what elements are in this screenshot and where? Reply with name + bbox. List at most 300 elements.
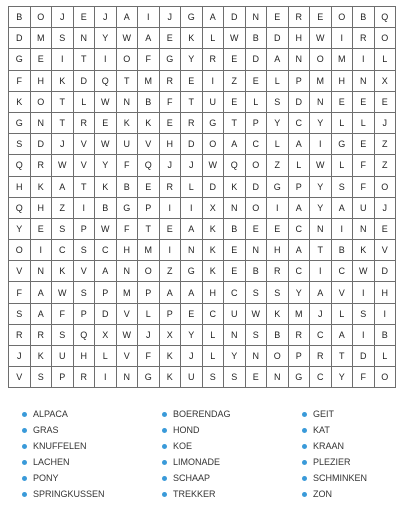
grid-cell[interactable]: F <box>52 303 74 324</box>
grid-cell[interactable]: D <box>73 70 95 91</box>
grid-cell[interactable]: K <box>52 70 74 91</box>
grid-cell[interactable]: B <box>331 240 353 261</box>
grid-cell[interactable]: T <box>116 70 138 91</box>
grid-cell[interactable]: R <box>202 49 224 70</box>
grid-cell[interactable]: I <box>310 134 332 155</box>
grid-cell[interactable]: B <box>116 176 138 197</box>
grid-cell[interactable]: A <box>52 176 74 197</box>
grid-cell[interactable]: K <box>30 346 52 367</box>
grid-cell[interactable]: V <box>73 134 95 155</box>
grid-cell[interactable]: D <box>224 7 246 28</box>
grid-cell[interactable]: Q <box>138 155 160 176</box>
grid-cell[interactable]: G <box>181 7 203 28</box>
grid-cell[interactable]: M <box>30 28 52 49</box>
grid-cell[interactable]: S <box>245 324 267 345</box>
grid-cell[interactable]: P <box>245 112 267 133</box>
grid-cell[interactable]: E <box>181 303 203 324</box>
grid-cell[interactable]: A <box>159 282 181 303</box>
grid-cell[interactable]: L <box>138 303 160 324</box>
grid-cell[interactable]: E <box>353 134 375 155</box>
grid-cell[interactable]: U <box>116 134 138 155</box>
grid-cell[interactable]: K <box>116 112 138 133</box>
grid-cell[interactable]: E <box>224 49 246 70</box>
grid-cell[interactable]: O <box>245 155 267 176</box>
grid-cell[interactable]: E <box>30 49 52 70</box>
grid-cell[interactable]: V <box>116 303 138 324</box>
grid-cell[interactable]: O <box>30 91 52 112</box>
grid-cell[interactable]: C <box>52 240 74 261</box>
grid-cell[interactable]: R <box>288 324 310 345</box>
grid-cell[interactable]: X <box>95 324 117 345</box>
grid-cell[interactable]: R <box>159 176 181 197</box>
grid-cell[interactable]: W <box>116 28 138 49</box>
grid-cell[interactable]: W <box>95 134 117 155</box>
grid-cell[interactable]: P <box>288 176 310 197</box>
grid-cell[interactable]: K <box>52 261 74 282</box>
grid-cell[interactable]: R <box>267 261 289 282</box>
grid-cell[interactable]: R <box>73 367 95 388</box>
grid-cell[interactable]: D <box>202 176 224 197</box>
grid-cell[interactable]: N <box>267 367 289 388</box>
grid-cell[interactable]: O <box>331 7 353 28</box>
grid-cell[interactable]: Y <box>95 155 117 176</box>
grid-cell[interactable]: M <box>331 49 353 70</box>
grid-cell[interactable]: S <box>331 176 353 197</box>
grid-cell[interactable]: P <box>288 70 310 91</box>
grid-cell[interactable]: F <box>138 346 160 367</box>
grid-cell[interactable]: M <box>138 70 160 91</box>
grid-cell[interactable]: R <box>30 155 52 176</box>
grid-cell[interactable]: I <box>30 240 52 261</box>
grid-cell[interactable]: Y <box>181 49 203 70</box>
grid-cell[interactable]: I <box>73 197 95 218</box>
grid-cell[interactable]: V <box>9 367 31 388</box>
grid-cell[interactable]: T <box>52 112 74 133</box>
grid-cell[interactable]: B <box>267 324 289 345</box>
grid-cell[interactable]: V <box>9 261 31 282</box>
grid-cell[interactable]: I <box>159 197 181 218</box>
grid-cell[interactable]: E <box>374 91 396 112</box>
grid-cell[interactable]: F <box>116 218 138 239</box>
grid-cell[interactable]: M <box>288 303 310 324</box>
grid-cell[interactable]: K <box>30 176 52 197</box>
grid-cell[interactable]: W <box>353 261 375 282</box>
grid-cell[interactable]: W <box>224 28 246 49</box>
grid-cell[interactable]: I <box>181 197 203 218</box>
grid-cell[interactable]: K <box>159 346 181 367</box>
grid-cell[interactable]: S <box>52 218 74 239</box>
grid-cell[interactable]: D <box>245 49 267 70</box>
grid-cell[interactable]: H <box>116 240 138 261</box>
grid-cell[interactable]: K <box>95 176 117 197</box>
grid-cell[interactable]: W <box>116 324 138 345</box>
grid-cell[interactable]: L <box>331 303 353 324</box>
grid-cell[interactable]: H <box>288 28 310 49</box>
grid-cell[interactable]: G <box>181 261 203 282</box>
grid-cell[interactable]: K <box>202 218 224 239</box>
grid-cell[interactable]: Q <box>224 155 246 176</box>
grid-cell[interactable]: I <box>374 303 396 324</box>
grid-cell[interactable]: T <box>331 346 353 367</box>
grid-cell[interactable]: D <box>267 28 289 49</box>
grid-cell[interactable]: L <box>288 155 310 176</box>
grid-cell[interactable]: S <box>9 303 31 324</box>
grid-cell[interactable]: A <box>116 7 138 28</box>
grid-cell[interactable]: A <box>331 324 353 345</box>
grid-cell[interactable]: H <box>374 282 396 303</box>
grid-cell[interactable]: L <box>374 346 396 367</box>
grid-cell[interactable]: C <box>95 240 117 261</box>
grid-cell[interactable]: O <box>310 49 332 70</box>
grid-cell[interactable]: Y <box>267 112 289 133</box>
grid-cell[interactable]: G <box>9 112 31 133</box>
grid-cell[interactable]: J <box>9 346 31 367</box>
grid-cell[interactable]: F <box>159 91 181 112</box>
grid-cell[interactable]: O <box>267 346 289 367</box>
grid-cell[interactable]: Y <box>310 176 332 197</box>
grid-cell[interactable]: S <box>30 367 52 388</box>
grid-cell[interactable]: Y <box>331 367 353 388</box>
grid-cell[interactable]: F <box>353 367 375 388</box>
grid-cell[interactable]: V <box>138 134 160 155</box>
grid-cell[interactable]: Q <box>73 324 95 345</box>
grid-cell[interactable]: S <box>224 367 246 388</box>
grid-cell[interactable]: H <box>73 346 95 367</box>
grid-cell[interactable]: I <box>202 70 224 91</box>
grid-cell[interactable]: S <box>245 282 267 303</box>
grid-cell[interactable]: N <box>181 240 203 261</box>
grid-cell[interactable]: E <box>224 261 246 282</box>
grid-cell[interactable]: Z <box>159 261 181 282</box>
grid-cell[interactable]: N <box>310 91 332 112</box>
grid-cell[interactable]: U <box>224 303 246 324</box>
grid-cell[interactable]: D <box>181 134 203 155</box>
grid-cell[interactable]: L <box>95 346 117 367</box>
grid-cell[interactable]: X <box>374 70 396 91</box>
grid-cell[interactable]: V <box>331 282 353 303</box>
grid-cell[interactable]: A <box>202 7 224 28</box>
grid-cell[interactable]: E <box>159 28 181 49</box>
grid-cell[interactable]: K <box>267 303 289 324</box>
grid-cell[interactable]: J <box>374 197 396 218</box>
grid-cell[interactable]: N <box>116 261 138 282</box>
grid-cell[interactable]: Y <box>181 324 203 345</box>
grid-cell[interactable]: P <box>73 218 95 239</box>
grid-cell[interactable]: W <box>310 28 332 49</box>
grid-cell[interactable]: O <box>116 49 138 70</box>
grid-cell[interactable]: Q <box>95 70 117 91</box>
grid-cell[interactable]: N <box>30 112 52 133</box>
grid-cell[interactable]: R <box>73 112 95 133</box>
grid-cell[interactable]: Y <box>288 282 310 303</box>
grid-cell[interactable]: A <box>288 197 310 218</box>
grid-cell[interactable]: O <box>374 176 396 197</box>
grid-cell[interactable]: T <box>310 240 332 261</box>
grid-cell[interactable]: D <box>95 303 117 324</box>
grid-cell[interactable]: E <box>138 176 160 197</box>
grid-cell[interactable]: F <box>116 155 138 176</box>
grid-cell[interactable]: F <box>353 155 375 176</box>
grid-cell[interactable]: O <box>245 197 267 218</box>
grid-cell[interactable]: L <box>374 49 396 70</box>
grid-cell[interactable]: W <box>52 282 74 303</box>
grid-cell[interactable]: U <box>181 367 203 388</box>
grid-cell[interactable]: G <box>267 176 289 197</box>
grid-cell[interactable]: K <box>181 28 203 49</box>
grid-cell[interactable]: M <box>138 240 160 261</box>
grid-cell[interactable]: P <box>138 197 160 218</box>
grid-cell[interactable]: N <box>116 367 138 388</box>
grid-cell[interactable]: E <box>181 70 203 91</box>
grid-cell[interactable]: D <box>30 134 52 155</box>
grid-cell[interactable]: E <box>353 91 375 112</box>
grid-cell[interactable]: I <box>310 261 332 282</box>
grid-cell[interactable]: D <box>288 91 310 112</box>
grid-cell[interactable]: E <box>73 7 95 28</box>
grid-cell[interactable]: Z <box>224 70 246 91</box>
grid-cell[interactable]: H <box>30 197 52 218</box>
grid-cell[interactable]: T <box>73 49 95 70</box>
grid-cell[interactable]: G <box>159 49 181 70</box>
grid-cell[interactable]: I <box>95 367 117 388</box>
grid-cell[interactable]: E <box>224 91 246 112</box>
grid-cell[interactable]: I <box>95 49 117 70</box>
grid-cell[interactable]: A <box>181 282 203 303</box>
grid-cell[interactable]: I <box>331 218 353 239</box>
grid-cell[interactable]: G <box>116 197 138 218</box>
grid-cell[interactable]: D <box>374 261 396 282</box>
grid-cell[interactable]: P <box>159 303 181 324</box>
grid-cell[interactable]: C <box>310 367 332 388</box>
grid-cell[interactable]: B <box>95 197 117 218</box>
grid-cell[interactable]: E <box>267 7 289 28</box>
grid-cell[interactable]: L <box>331 155 353 176</box>
grid-cell[interactable]: Q <box>374 7 396 28</box>
grid-cell[interactable]: K <box>202 240 224 261</box>
grid-cell[interactable]: I <box>159 240 181 261</box>
grid-cell[interactable]: T <box>224 112 246 133</box>
grid-cell[interactable]: E <box>310 7 332 28</box>
grid-cell[interactable]: H <box>9 176 31 197</box>
grid-cell[interactable]: O <box>202 134 224 155</box>
grid-cell[interactable]: S <box>267 91 289 112</box>
grid-cell[interactable]: I <box>353 282 375 303</box>
grid-cell[interactable]: C <box>310 324 332 345</box>
grid-cell[interactable]: G <box>202 112 224 133</box>
grid-cell[interactable]: B <box>374 324 396 345</box>
grid-cell[interactable]: E <box>30 218 52 239</box>
grid-cell[interactable]: L <box>73 91 95 112</box>
grid-cell[interactable]: V <box>374 240 396 261</box>
grid-cell[interactable]: J <box>138 324 160 345</box>
grid-cell[interactable]: Z <box>374 134 396 155</box>
grid-cell[interactable]: N <box>30 261 52 282</box>
grid-cell[interactable]: F <box>9 282 31 303</box>
grid-cell[interactable]: N <box>310 218 332 239</box>
grid-cell[interactable]: A <box>288 240 310 261</box>
grid-cell[interactable]: H <box>30 70 52 91</box>
grid-cell[interactable]: A <box>30 303 52 324</box>
grid-cell[interactable]: B <box>245 28 267 49</box>
grid-cell[interactable]: I <box>353 324 375 345</box>
grid-cell[interactable]: N <box>353 218 375 239</box>
grid-cell[interactable]: R <box>353 28 375 49</box>
grid-cell[interactable]: J <box>95 7 117 28</box>
grid-cell[interactable]: D <box>9 28 31 49</box>
grid-cell[interactable]: A <box>267 49 289 70</box>
grid-cell[interactable]: V <box>73 261 95 282</box>
grid-cell[interactable]: L <box>245 91 267 112</box>
grid-cell[interactable]: L <box>353 112 375 133</box>
grid-cell[interactable]: H <box>202 282 224 303</box>
grid-cell[interactable]: C <box>288 218 310 239</box>
grid-cell[interactable]: W <box>310 155 332 176</box>
grid-cell[interactable]: Y <box>310 197 332 218</box>
grid-cell[interactable]: U <box>353 197 375 218</box>
grid-cell[interactable]: S <box>9 134 31 155</box>
grid-cell[interactable]: L <box>267 134 289 155</box>
grid-cell[interactable]: A <box>30 282 52 303</box>
grid-cell[interactable]: B <box>245 261 267 282</box>
grid-cell[interactable]: U <box>52 346 74 367</box>
grid-cell[interactable]: J <box>374 112 396 133</box>
grid-cell[interactable]: K <box>159 367 181 388</box>
grid-cell[interactable]: L <box>267 70 289 91</box>
grid-cell[interactable]: B <box>224 218 246 239</box>
grid-cell[interactable]: O <box>30 7 52 28</box>
grid-cell[interactable]: P <box>138 282 160 303</box>
grid-cell[interactable]: R <box>159 70 181 91</box>
grid-cell[interactable]: R <box>288 7 310 28</box>
grid-cell[interactable]: H <box>331 70 353 91</box>
grid-cell[interactable]: G <box>138 367 160 388</box>
grid-cell[interactable]: A <box>310 282 332 303</box>
grid-cell[interactable]: J <box>310 303 332 324</box>
grid-cell[interactable]: F <box>353 176 375 197</box>
grid-cell[interactable]: A <box>331 197 353 218</box>
grid-cell[interactable]: E <box>267 218 289 239</box>
grid-cell[interactable]: E <box>224 240 246 261</box>
grid-cell[interactable]: O <box>374 367 396 388</box>
grid-cell[interactable]: K <box>9 91 31 112</box>
grid-cell[interactable]: N <box>245 240 267 261</box>
grid-cell[interactable]: X <box>202 197 224 218</box>
grid-cell[interactable]: J <box>52 7 74 28</box>
grid-cell[interactable]: C <box>224 282 246 303</box>
grid-cell[interactable]: B <box>9 7 31 28</box>
grid-cell[interactable]: A <box>95 261 117 282</box>
grid-cell[interactable]: A <box>181 218 203 239</box>
grid-cell[interactable]: L <box>331 112 353 133</box>
grid-cell[interactable]: C <box>288 261 310 282</box>
grid-cell[interactable]: P <box>52 367 74 388</box>
grid-cell[interactable]: V <box>116 346 138 367</box>
grid-cell[interactable]: I <box>52 49 74 70</box>
grid-cell[interactable]: J <box>159 155 181 176</box>
grid-cell[interactable]: B <box>138 91 160 112</box>
grid-cell[interactable]: N <box>116 91 138 112</box>
grid-cell[interactable]: H <box>159 134 181 155</box>
grid-cell[interactable]: E <box>159 112 181 133</box>
grid-cell[interactable]: I <box>138 7 160 28</box>
grid-cell[interactable]: N <box>224 324 246 345</box>
grid-cell[interactable]: D <box>245 176 267 197</box>
grid-cell[interactable]: A <box>288 134 310 155</box>
grid-cell[interactable]: S <box>52 324 74 345</box>
grid-cell[interactable]: N <box>73 28 95 49</box>
grid-cell[interactable]: C <box>331 261 353 282</box>
grid-cell[interactable]: R <box>30 324 52 345</box>
grid-cell[interactable]: C <box>288 112 310 133</box>
grid-cell[interactable]: W <box>95 218 117 239</box>
grid-cell[interactable]: U <box>202 91 224 112</box>
grid-cell[interactable]: Y <box>224 346 246 367</box>
grid-cell[interactable]: R <box>9 324 31 345</box>
grid-cell[interactable]: E <box>374 218 396 239</box>
grid-cell[interactable]: I <box>267 197 289 218</box>
grid-cell[interactable]: W <box>245 303 267 324</box>
grid-cell[interactable]: V <box>73 155 95 176</box>
grid-cell[interactable]: T <box>181 91 203 112</box>
grid-cell[interactable]: C <box>202 303 224 324</box>
grid-cell[interactable]: P <box>288 346 310 367</box>
grid-cell[interactable]: J <box>181 346 203 367</box>
grid-cell[interactable]: K <box>353 240 375 261</box>
grid-cell[interactable]: W <box>202 155 224 176</box>
grid-cell[interactable]: S <box>202 367 224 388</box>
grid-cell[interactable]: S <box>52 28 74 49</box>
grid-cell[interactable]: T <box>52 91 74 112</box>
grid-cell[interactable]: W <box>95 91 117 112</box>
grid-cell[interactable]: E <box>245 70 267 91</box>
grid-cell[interactable]: I <box>331 28 353 49</box>
grid-cell[interactable]: E <box>159 218 181 239</box>
grid-cell[interactable]: B <box>353 7 375 28</box>
grid-cell[interactable]: I <box>353 49 375 70</box>
grid-cell[interactable]: G <box>9 49 31 70</box>
grid-cell[interactable]: Y <box>95 28 117 49</box>
grid-cell[interactable]: D <box>353 346 375 367</box>
grid-cell[interactable]: Q <box>9 155 31 176</box>
grid-cell[interactable]: N <box>288 49 310 70</box>
grid-cell[interactable]: J <box>52 134 74 155</box>
grid-cell[interactable]: L <box>202 324 224 345</box>
grid-cell[interactable]: Y <box>310 112 332 133</box>
grid-cell[interactable]: E <box>331 91 353 112</box>
grid-cell[interactable]: S <box>353 303 375 324</box>
grid-cell[interactable]: F <box>138 49 160 70</box>
grid-cell[interactable]: K <box>224 176 246 197</box>
grid-cell[interactable]: S <box>267 282 289 303</box>
grid-cell[interactable]: L <box>181 176 203 197</box>
grid-cell[interactable]: Y <box>9 218 31 239</box>
grid-cell[interactable]: E <box>245 218 267 239</box>
grid-cell[interactable]: E <box>245 367 267 388</box>
grid-cell[interactable]: O <box>9 240 31 261</box>
grid-cell[interactable]: T <box>73 176 95 197</box>
grid-cell[interactable]: R <box>310 346 332 367</box>
grid-cell[interactable]: G <box>331 134 353 155</box>
grid-cell[interactable]: R <box>181 112 203 133</box>
grid-cell[interactable]: S <box>73 282 95 303</box>
grid-cell[interactable]: Z <box>374 155 396 176</box>
grid-cell[interactable]: W <box>52 155 74 176</box>
grid-cell[interactable]: O <box>374 28 396 49</box>
grid-cell[interactable]: J <box>181 155 203 176</box>
grid-cell[interactable]: N <box>224 197 246 218</box>
grid-cell[interactable]: K <box>202 261 224 282</box>
grid-cell[interactable]: O <box>138 261 160 282</box>
